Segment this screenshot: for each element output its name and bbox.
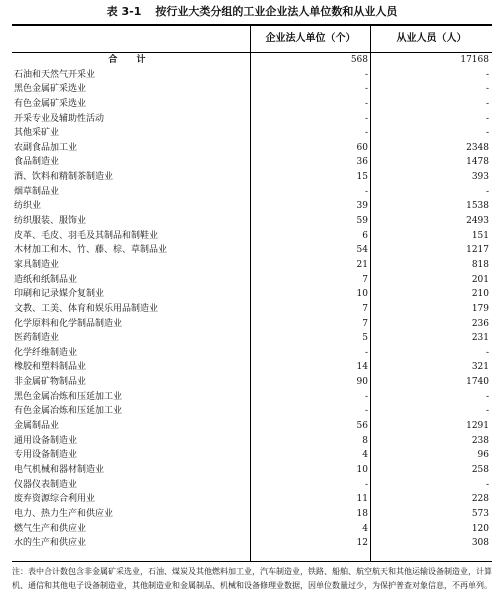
row-label: 橡胶和塑料制品业: [14, 362, 87, 373]
table-row: [12, 243, 492, 258]
employees-cell: 2493: [466, 216, 489, 227]
row-label: 皮革、毛皮、羽毛及其制品和制鞋业: [14, 230, 159, 241]
employees-cell: 1478: [466, 157, 489, 168]
table-row: [12, 507, 492, 522]
row-label: 金属制品业: [14, 421, 60, 432]
employees-cell: 120: [471, 523, 489, 534]
employees-cell: 1291: [466, 421, 489, 432]
employees-cell: 2348: [466, 142, 489, 153]
units-cell: 90: [356, 377, 368, 388]
units-cell: 36: [356, 157, 368, 168]
employees-cell: -: [485, 391, 489, 402]
employees-cell: 96: [477, 450, 489, 461]
employees-cell: -: [485, 406, 489, 417]
table-row: [12, 199, 492, 214]
employees-cell: 308: [471, 538, 489, 549]
units-cell: 4: [362, 523, 368, 534]
row-label: 燃气生产和供应业: [14, 523, 87, 534]
table-row: [12, 170, 492, 185]
table-row: [12, 463, 492, 478]
units-cell: 4: [362, 450, 368, 461]
row-label: 医药制造业: [14, 333, 60, 344]
row-label: 烟草制品业: [14, 186, 60, 197]
units-cell: 6: [362, 230, 368, 241]
employees-cell: 321: [471, 362, 489, 373]
column-header-employees: 从业人员（人）: [396, 33, 467, 44]
units-cell: 7: [362, 274, 368, 285]
units-cell: 15: [356, 172, 368, 183]
table-row: [12, 82, 492, 97]
column-header-units: 企业法人单位（个）: [265, 33, 356, 44]
row-label: 石油和天然气开采业: [14, 69, 96, 80]
employees-cell: 179: [471, 303, 489, 314]
employees-cell: -: [485, 347, 489, 358]
table-row: [12, 492, 492, 507]
employees-cell: 151: [471, 230, 489, 241]
bottom-rule: [12, 561, 492, 562]
employees-cell: -: [485, 128, 489, 139]
employees-cell: -: [485, 69, 489, 80]
table-row: [12, 68, 492, 83]
units-cell: 21: [356, 259, 368, 270]
units-cell: -: [364, 186, 368, 197]
row-label: 酒、饮料和精制茶制造业: [14, 172, 114, 183]
units-cell: -: [364, 406, 368, 417]
units-cell: 18: [356, 508, 368, 519]
row-label: 有色金属矿采选业: [14, 98, 87, 109]
row-label: 印刷和记录媒介复制业: [14, 289, 105, 300]
table-row: [12, 302, 492, 317]
units-cell: 11: [356, 494, 368, 505]
row-label: 其他采矿业: [14, 128, 60, 139]
row-label: 化学原料和化学制品制造业: [14, 318, 123, 329]
table-row: [12, 390, 492, 405]
row-label: 专用设备制造业: [14, 450, 78, 461]
table-row: [12, 375, 492, 390]
table-number: 表 3-1: [106, 5, 142, 18]
employees-cell: -: [485, 113, 489, 124]
table-row: [12, 536, 492, 551]
units-cell: 60: [356, 142, 368, 153]
row-label: 食品制造业: [14, 157, 60, 168]
total-row: [12, 53, 492, 68]
units-cell: -: [364, 98, 368, 109]
row-label: 纺织服装、服饰业: [14, 216, 87, 227]
row-label: 黑色金属矿采选业: [14, 84, 87, 95]
employees-cell: -: [485, 84, 489, 95]
table-row: [12, 360, 492, 375]
row-label: 水的生产和供应业: [14, 538, 87, 549]
employees-cell: 818: [471, 259, 489, 270]
row-label: 非金属矿物制品业: [14, 377, 87, 388]
table-row: [12, 273, 492, 288]
table-row: [12, 478, 492, 493]
row-label: 仪器仪表制造业: [14, 479, 78, 490]
units-cell: 56: [356, 421, 368, 432]
row-label: 文教、工美、体育和娱乐用品制造业: [14, 303, 159, 314]
units-cell: 10: [356, 464, 368, 475]
row-label: 造纸和纸制品业: [14, 274, 78, 285]
employees-cell: 231: [471, 333, 489, 344]
table-row: [12, 434, 492, 449]
units-cell: 7: [362, 318, 368, 329]
employees-cell: 238: [471, 435, 489, 446]
table-row: [12, 141, 492, 156]
row-label: 化学纤维制造业: [14, 347, 78, 358]
row-label: 农副食品加工业: [14, 142, 78, 153]
employees-cell: -: [485, 186, 489, 197]
units-cell: 7: [362, 303, 368, 314]
units-cell: -: [364, 128, 368, 139]
row-label: 黑色金属冶炼和压延加工业: [14, 391, 123, 402]
row-label: 纺织业: [14, 201, 42, 212]
row-label: 电力、热力生产和供应业: [14, 508, 114, 519]
units-cell: 5: [362, 333, 368, 344]
row-label: 木材加工和木、竹、藤、棕、草制品业: [14, 245, 168, 256]
row-label: 通用设备制造业: [14, 435, 78, 446]
table-row: [12, 112, 492, 127]
employees-cell: -: [485, 98, 489, 109]
employees-cell: 1217: [466, 245, 489, 256]
units-cell: -: [364, 479, 368, 490]
units-cell: -: [364, 84, 368, 95]
employees-cell: 201: [471, 274, 489, 285]
units-cell: 54: [356, 245, 368, 256]
row-label: 废弃资源综合利用业: [14, 494, 96, 505]
employees-cell: 17168: [460, 55, 489, 65]
table-row: [12, 97, 492, 112]
table-row: [12, 317, 492, 332]
table-row: [12, 448, 492, 463]
table-title-text: 按行业大类分组的工业企业法人单位数和从业人员: [155, 5, 398, 18]
employees-cell: -: [485, 479, 489, 490]
employees-cell: 1538: [466, 201, 489, 212]
units-cell: -: [364, 113, 368, 124]
table-row: [12, 287, 492, 302]
table-row: [12, 331, 492, 346]
table-row: [12, 229, 492, 244]
table-row: [12, 185, 492, 200]
table-row: [12, 346, 492, 361]
units-cell: 568: [350, 55, 368, 65]
table-row: [12, 214, 492, 229]
employees-cell: 1740: [466, 377, 489, 388]
table-row: [12, 258, 492, 273]
units-cell: 14: [356, 362, 368, 373]
employees-cell: 236: [471, 318, 489, 329]
units-cell: 8: [362, 435, 368, 446]
employees-cell: 210: [471, 289, 489, 300]
table-row: [12, 126, 492, 141]
employees-cell: 228: [471, 494, 489, 505]
row-label: 家具制造业: [14, 259, 60, 270]
row-label: 有色金属冶炼和压延加工业: [14, 406, 123, 417]
units-cell: 12: [356, 538, 368, 549]
row-label: 电气机械和器材制造业: [14, 464, 105, 475]
table-row: [12, 155, 492, 170]
employees-cell: 573: [471, 508, 489, 519]
table-title: [0, 3, 504, 19]
employees-cell: 258: [471, 464, 489, 475]
table-row: [12, 419, 492, 434]
row-label: 合 计: [108, 55, 154, 65]
units-cell: 39: [356, 201, 368, 212]
units-cell: -: [364, 347, 368, 358]
units-cell: 10: [356, 289, 368, 300]
units-cell: -: [364, 391, 368, 402]
table-body: [12, 53, 492, 551]
table-row: [12, 404, 492, 419]
units-cell: -: [364, 69, 368, 80]
row-label: 开采专业及辅助性活动: [14, 113, 105, 124]
table-row: [12, 522, 492, 537]
employees-cell: 393: [471, 172, 489, 183]
units-cell: 59: [356, 216, 368, 227]
footnote: 注：表中合计数包含非金属矿采选业，石油、煤炭及其他燃料加工业，汽车制造业，铁路、船舶、航空航天和其他运输设备制造业，计算机、通信和其他电子设备制造业，其他制造业和金属制品、机械和设备修理业数据，因单位数量过少，为保护普查对象信息，不再单列。: [12, 567, 492, 590]
